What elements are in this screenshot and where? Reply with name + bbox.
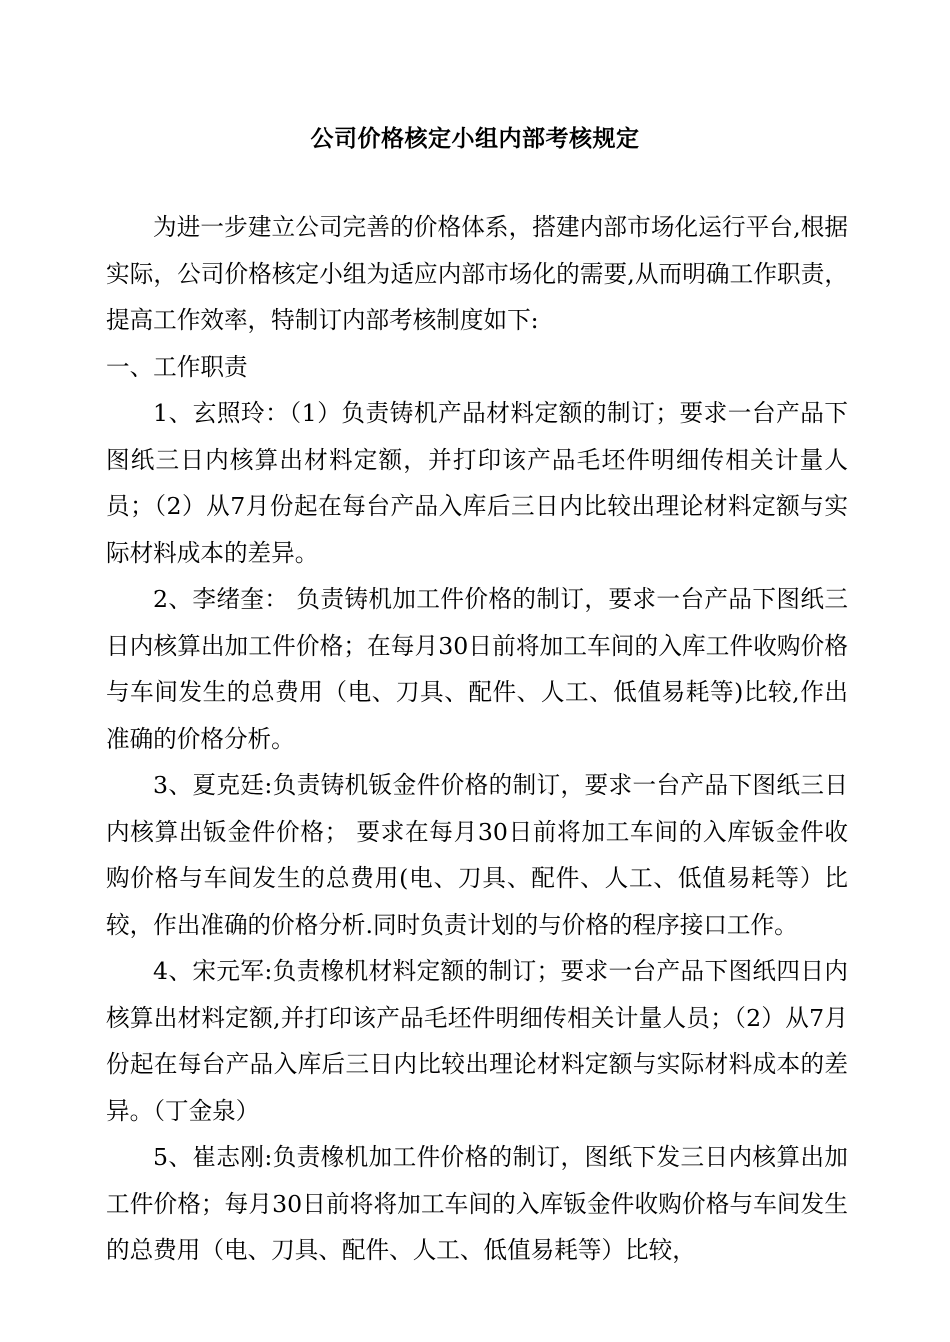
duty-item-4: 4、宋元军:负责橡机材料定额的制订；要求一台产品下图纸四日内核算出材料定额,并打印该产品毛坯件明细传相关计量人员；（2）从7月份起在每台产品入库后三日内比较出理论材料定额与实际材料成本的差异。（丁金泉） [106, 957, 848, 1125]
document-title: 公司价格核定小组内部考核规定 [310, 126, 640, 152]
duty-item-2: 2、李绪奎： 负责铸机加工件价格的制订，要求一台产品下图纸三日内核算出加工件价格；在每月30日前将加工车间的入库工件收购价格与车间发生的总费用（电、刀具、配件、人工、低值易耗等)比较,作出准确的价格分析。 [106, 585, 848, 753]
duty-item-5: 5、崔志刚:负责橡机加工件价格的制订，图纸下发三日内核算出加工件价格；每月30日前将将加工车间的入库钣金件收购价格与车间发生的总费用（电、刀具、配件、人工、低值易耗等）比较， [106, 1143, 848, 1264]
document-body [106, 204, 848, 1274]
intro-paragraph: 为进一步建立公司完善的价格体系，搭建内部市场化运行平台,根据实际，公司价格核定小组为适应内部市场化的需要,从而明确工作职责，提高工作效率，特制订内部考核制度如下: [106, 213, 848, 334]
duty-item-3: 3、夏克廷:负责铸机钣金件价格的制订，要求一台产品下图纸三日内核算出钣金件价格； 要求在每月30日前将加工车间的入库钣金件收购价格与车间发生的总费用(电、刀具、配件、人工、低值易耗等）比较，作出准确的价格分析.同时负责计划的与价格的程序接口工作。 [106, 771, 848, 939]
duty-item-1: 1、玄照玲：（1）负责铸机产品材料定额的制订；要求一台产品下图纸三日内核算出材料定额，并打印该产品毛坯件明细传相关计量人员；（2）从7月份起在每台产品入库后三日内比较出理论材料定额与实际材料成本的差异。 [106, 399, 848, 567]
section-heading-duties: 一、工作职责 [106, 352, 248, 381]
